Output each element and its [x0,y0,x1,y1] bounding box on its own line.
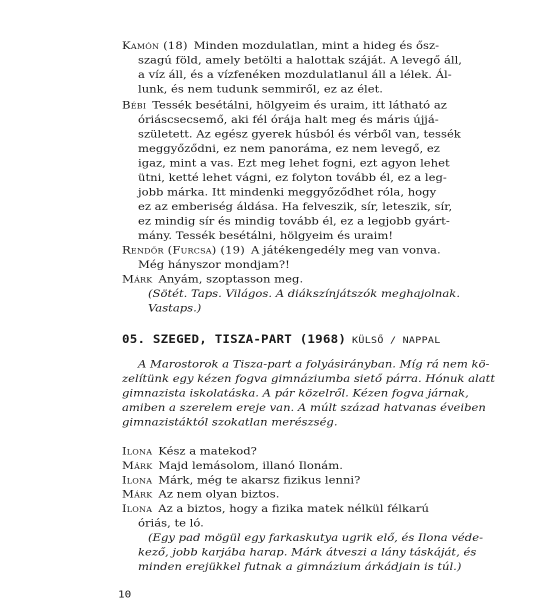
dialogue-text: Az nem olyan biztos. [158,487,280,501]
dialogue-text: a víz áll, és a vízfenéken mozdulatlanul áll a lélek. Ál- [138,67,452,81]
dialogue-text: ütni, ketté lehet vágni, ez folyton tovább él, ez a leg- [138,171,447,184]
dialogue-text: meggyőződni, ez nem panoráma, ez nem levegő, ez [138,142,440,155]
scene-description-line: zelítünk egy kézen fogva gimnáziumba siető párra. Hónuk alatt [122,371,495,385]
dialogue-text: Minden mozdulatlan, mint a hideg és ősz- [193,38,440,52]
scene-description-line: gimnazista iskolatáska. A pár közelről. Kézen fogva járnak, [122,386,469,400]
dialogue-text: Még hányszor mondjam?! [138,257,290,271]
dialogue-line [122,443,257,457]
dialogue-line [122,272,303,286]
scene-heading-location: KÜLSŐ / NAPPAL [352,335,441,346]
scene-description-line: amiben a szerelem ereje van. A múlt század hatvanas éveiben [122,400,486,414]
speaker-name: Ilona [122,502,153,515]
dialogue-text: jobb márka. Itt mindenki meggyőződhet róla, hogy [138,185,437,199]
speaker-name: Rendőr (Furcsa) (19) [122,243,245,257]
dialogue-text: igaz, mint a vas. Ezt meg lehet fogni, ezt agyon lehet [138,156,450,170]
dialogue-line [122,243,441,257]
speaker-name: Márk [122,458,153,472]
dialogue-text: Az a biztos, hogy a fizika matek nélkül félkarú [158,502,429,515]
dialogue-line [138,141,440,155]
dialogue-line [138,199,452,213]
scene-description-line: A Marostorok a Tisza-part a folyásirányban. Míg rá nem kö- [138,357,490,371]
dialogue-text: ez mindig sír és mindig tovább él, ez a legjobb gyárt- [138,214,450,228]
dialogue-line [138,228,393,242]
stage-direction-line: (Egy pad mögül egy farkaskutya ugrik elő, és Ilona véde- [148,531,483,544]
dialogue-line [138,52,462,66]
dialogue-line [138,156,450,170]
scene-heading-title: 05. SZEGED, TISZA-PART (1968) [122,332,347,346]
dialogue-line [122,38,439,52]
speaker-name: Bébi [122,98,147,112]
dialogue-text: Kész a matekod? [158,444,257,458]
speaker-name: Kamón (18) [122,38,188,52]
dialogue-line [138,112,439,126]
dialogue-line [138,257,290,271]
dialogue-text: született. Az egész gyerek húsból és vérből van, tessék [138,127,461,141]
speaker-name: Ilona [122,444,153,458]
dialogue-line [138,67,452,81]
speaker-name: Márk [122,487,153,501]
dialogue-text: óriáscsecsemő, aki fél órája halt meg és máris újjá- [138,113,439,126]
dialogue-line [138,170,447,184]
page-number: 10 [118,588,132,601]
stage-direction-line: minden erejükkel futnak a gimnázium árkádjain is túl.) [138,560,462,573]
dialogue-text: lunk, és nem tudunk semmiről, ez az élet. [138,82,383,96]
dialogue-line [122,458,343,472]
dialogue-text: A játékengedély meg van vonva. [250,243,441,257]
stage-direction-line: kező, jobb karjába harap. Márk átveszi a lány táskáját, és [138,545,477,559]
dialogue-text: ez az emberiség áldása. Ha felveszik, sír, leteszik, sír, [138,200,453,213]
dialogue-text: óriás, te ló. [138,516,204,530]
dialogue-line [138,127,461,141]
dialogue-line [122,472,360,486]
stage-direction-line: Vastaps.) [148,301,202,315]
dialogue-line [122,501,429,515]
scene-description-line: gimnazistáktól szokatlan merészség. [122,415,338,429]
dialogue-text: Majd lemásolom, illanó Ilonám. [158,458,343,472]
stage-direction-line: (Sötét. Taps. Világos. A diákszínjátszók meghajolnak. [148,286,461,300]
speaker-name: Ilona [122,473,153,486]
speaker-name: Márk [122,272,153,286]
dialogue-line [138,214,450,228]
dialogue-text: mány. Tessék besétálni, hölgyeim és uraim! [138,228,393,242]
dialogue-text: Anyám, szoptasson meg. [158,272,304,286]
dialogue-line [138,81,383,95]
dialogue-line [122,487,279,501]
scene-heading [122,329,441,346]
dialogue-text: szagú föld, amely betölti a halottak száját. A levegő áll, [138,53,462,67]
dialogue-text: Márk, még te akarsz fizikus lenni? [158,473,361,486]
dialogue-line [122,98,447,112]
dialogue-text: Tessék besétálni, hölgyeim és uraim, itt látható az [152,98,447,112]
dialogue-line [138,185,436,199]
